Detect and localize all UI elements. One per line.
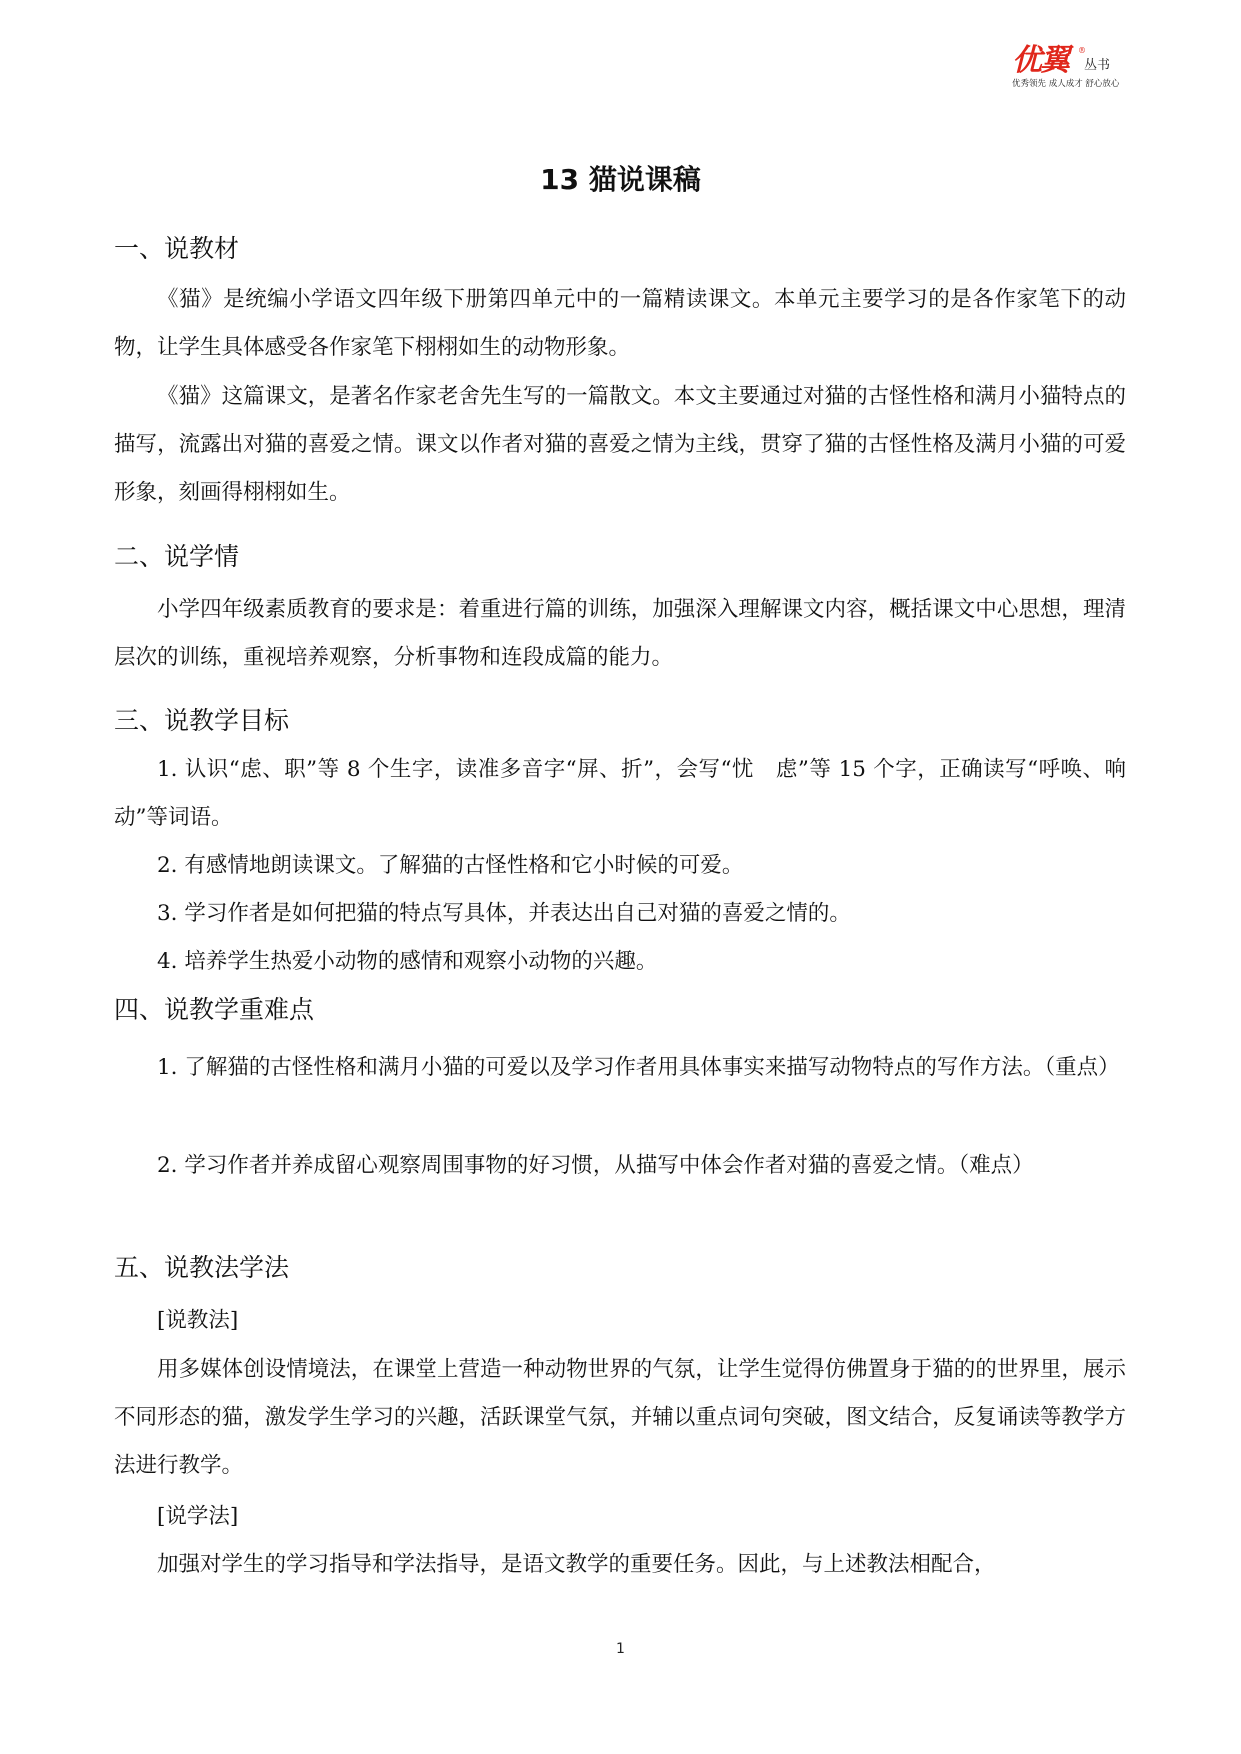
subheading-teaching-method: [说教法] [157, 1308, 239, 1333]
list-item: 3. 学习作者是如何把猫的特点写具体，并表达出自己对猫的喜爱之情的。 [157, 901, 851, 926]
paragraph: 《猫》这篇课文，是著名作家老舍先生写的一篇散文。本文主要通过对猫的古怪性格和满月小猫特点的描写，流露出对猫的喜爱之情。课文以作者对猫的喜爱之情为主线，贯穿了猫的古怪性格及满月小猫的可爱形象，刻画得栩栩如生。 [114, 384, 1126, 505]
list-item: 2. 学习作者并养成留心观察周围事物的好习惯，从描写中体会作者对猫的喜爱之情。（难点） [157, 1153, 1034, 1178]
logo-slogan: 优秀领先 成人成才 舒心放心 [1012, 79, 1120, 89]
section-heading-key-points: 四、说教学重难点 [114, 995, 315, 1024]
document-title: 13 猫说课稿 [540, 163, 701, 196]
list-item: 2. 有感情地朗读课文。了解猫的古怪性格和它小时候的可爱。 [157, 853, 744, 878]
list-item: 4. 培养学生热爱小动物的感情和观察小动物的兴趣。 [157, 949, 658, 974]
logo-brand: 优翼 [1012, 43, 1068, 78]
logo-series: 丛书 [1084, 58, 1111, 73]
publisher-logo [1012, 44, 1142, 94]
subheading-learning-method: [说学法] [157, 1504, 239, 1529]
section-heading-methods: 五、说教法学法 [114, 1253, 290, 1282]
page-number: 1 [616, 1641, 625, 1657]
paragraph: 加强对学生的学习指导和学法指导，是语文教学的重要任务。因此，与上述教法相配合， [157, 1552, 996, 1577]
section-heading-objectives: 三、说教学目标 [114, 706, 290, 735]
list-item: 1. 了解猫的古怪性格和满月小猫的可爱以及学习作者用具体事实来描写动物特点的写作方法。（重点） [157, 1055, 1120, 1080]
paragraph: 小学四年级素质教育的要求是：着重进行篇的训练，加强深入理解课文内容，概括课文中心思想，理清层次的训练，重视培养观察，分析事物和连段成篇的能力。 [114, 597, 1126, 670]
section-heading-students: 二、说学情 [114, 542, 240, 571]
list-item: 1. 认识“虑、职”等 8 个生字，读准多音字“屏、折”，会写“忧 虑”等 15 个字，正确读写“呼唤、响动”等词语。 [114, 757, 1126, 830]
paragraph: 用多媒体创设情境法，在课堂上营造一种动物世界的气氛，让学生觉得仿佛置身于猫的的世界里，展示不同形态的猫，激发学生学习的兴趣，活跃课堂气氛，并辅以重点词句突破，图文结合，反复诵读等教学方法进行教学。 [114, 1357, 1126, 1478]
section-heading-textbook: 一、说教材 [114, 234, 240, 263]
paragraph: 《猫》是统编小学语文四年级下册第四单元中的一篇精读课文。本单元主要学习的是各作家笔下的动物，让学生具体感受各作家笔下栩栩如生的动物形象。 [114, 287, 1126, 360]
logo-registered-mark: ® [1078, 46, 1086, 55]
